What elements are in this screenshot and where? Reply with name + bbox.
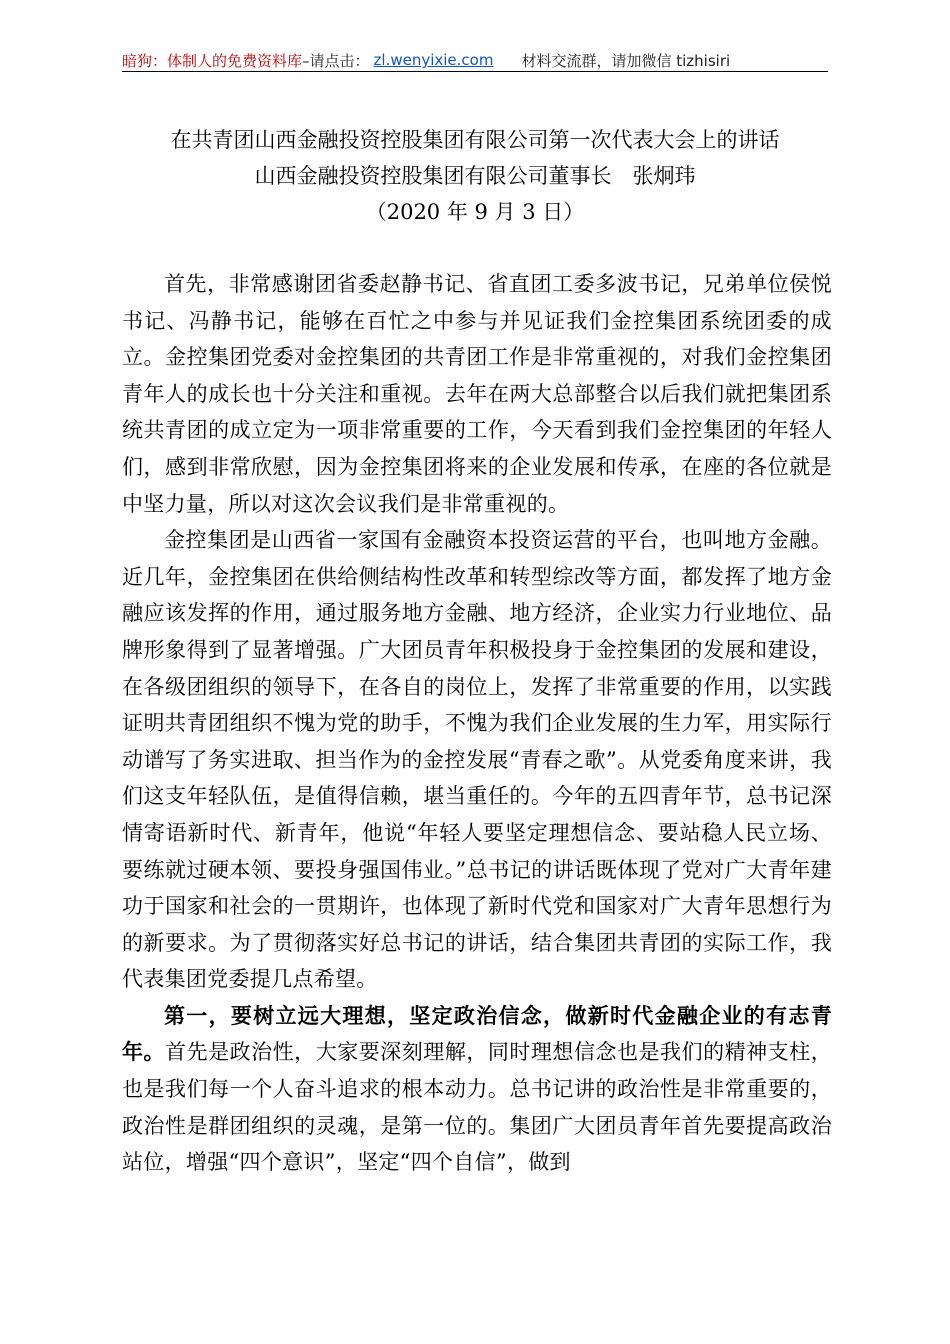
header-contact: 材料交流群，请加微信 tizhisiri: [521, 51, 731, 70]
paragraph: 首先，非常感谢团省委赵静书记、省直团工委多波书记，兄弟单位侯悦书记、冯静书记，能够在百忙之中参与并见证我们金控集团系统团委的成立。金控集团党委对金控集团的共青团工作是非常重视的，对我们金控集团青年人的成长也十分关注和重视。去年在两大总部整合以后我们就把集团系统共青团的成立定为一项非常重要的工作，今天看到我们金控集团的年轻人们，感到非常欣慰，因为金控集团将来的企业发展和传承，在座的各位就是中坚力量，所以对这次会议我们是非常重视的。: [122, 272, 832, 516]
header-prompt: –请点击：: [302, 51, 370, 70]
document-body: [122, 266, 832, 1181]
document-title: 在共青团山西金融投资控股集团有限公司第一次代表大会上的讲话: [170, 128, 780, 152]
page-header: [122, 48, 828, 72]
paragraph-section-1: [122, 998, 832, 1181]
header-brand: 暗狗：体制人的免费资料库: [122, 51, 303, 70]
section-heading: 第一，要树立远大理想，坚定政治信念，做新时代金融企业的有志青年。: [122, 1002, 832, 1065]
header-link[interactable]: zl.wenyixie.com: [373, 51, 494, 69]
document-speaker: 山西金融投资控股集团有限公司董事长 张炯玮: [254, 164, 696, 188]
title-block: [122, 122, 828, 230]
paragraph: 金控集团是山西省一家国有金融资本投资运营的平台，也叫地方金融。近几年，金控集团在供给侧结构性改革和转型综改等方面，都发挥了地方金融应该发挥的作用，通过服务地方金融、地方经济，企业实力行业地位、品牌形象得到了显著增强。广大团员青年积极投身于金控集团的发展和建设，在各级团组织的领导下，在各自的岗位上，发挥了非常重要的作用，以实践证明共青团组织不愧为党的助手，不愧为我们企业发展的生力军，用实际行动谱写了务实进取、担当作为的金控发展“青春之歌”。从党委角度来讲，我们这支年轻队伍，是值得信赖，堪当重任的。今年的五四青年节，总书记深情寄语新时代、新青年，他说“年轻人要坚定理想信念、要站稳人民立场、要练就过硬本领、要投身强国伟业。”总书记的讲话既体现了党对广大青年建功于国家和社会的一贯期许，也体现了新时代党和国家对广大青年思想行为的新要求。为了贯彻落实好总书记的讲话，结合集团共青团的实际工作，我代表集团党委提几点希望。: [122, 528, 832, 992]
section-text: 首先是政治性，大家要深刻理解，同时理想信念也是我们的精神支柱，也是我们每一个人奋斗追求的根本动力。总书记讲的政治性是非常重要的，政治性是群团组织的灵魂，是第一位的。集团广大团员青年首先要提高政治站位，增强“四个意识”，坚定“四个自信”，做到: [122, 1040, 832, 1175]
document-date: （2020 年 9 月 3 日）: [365, 200, 585, 224]
header-divider: [122, 71, 828, 72]
